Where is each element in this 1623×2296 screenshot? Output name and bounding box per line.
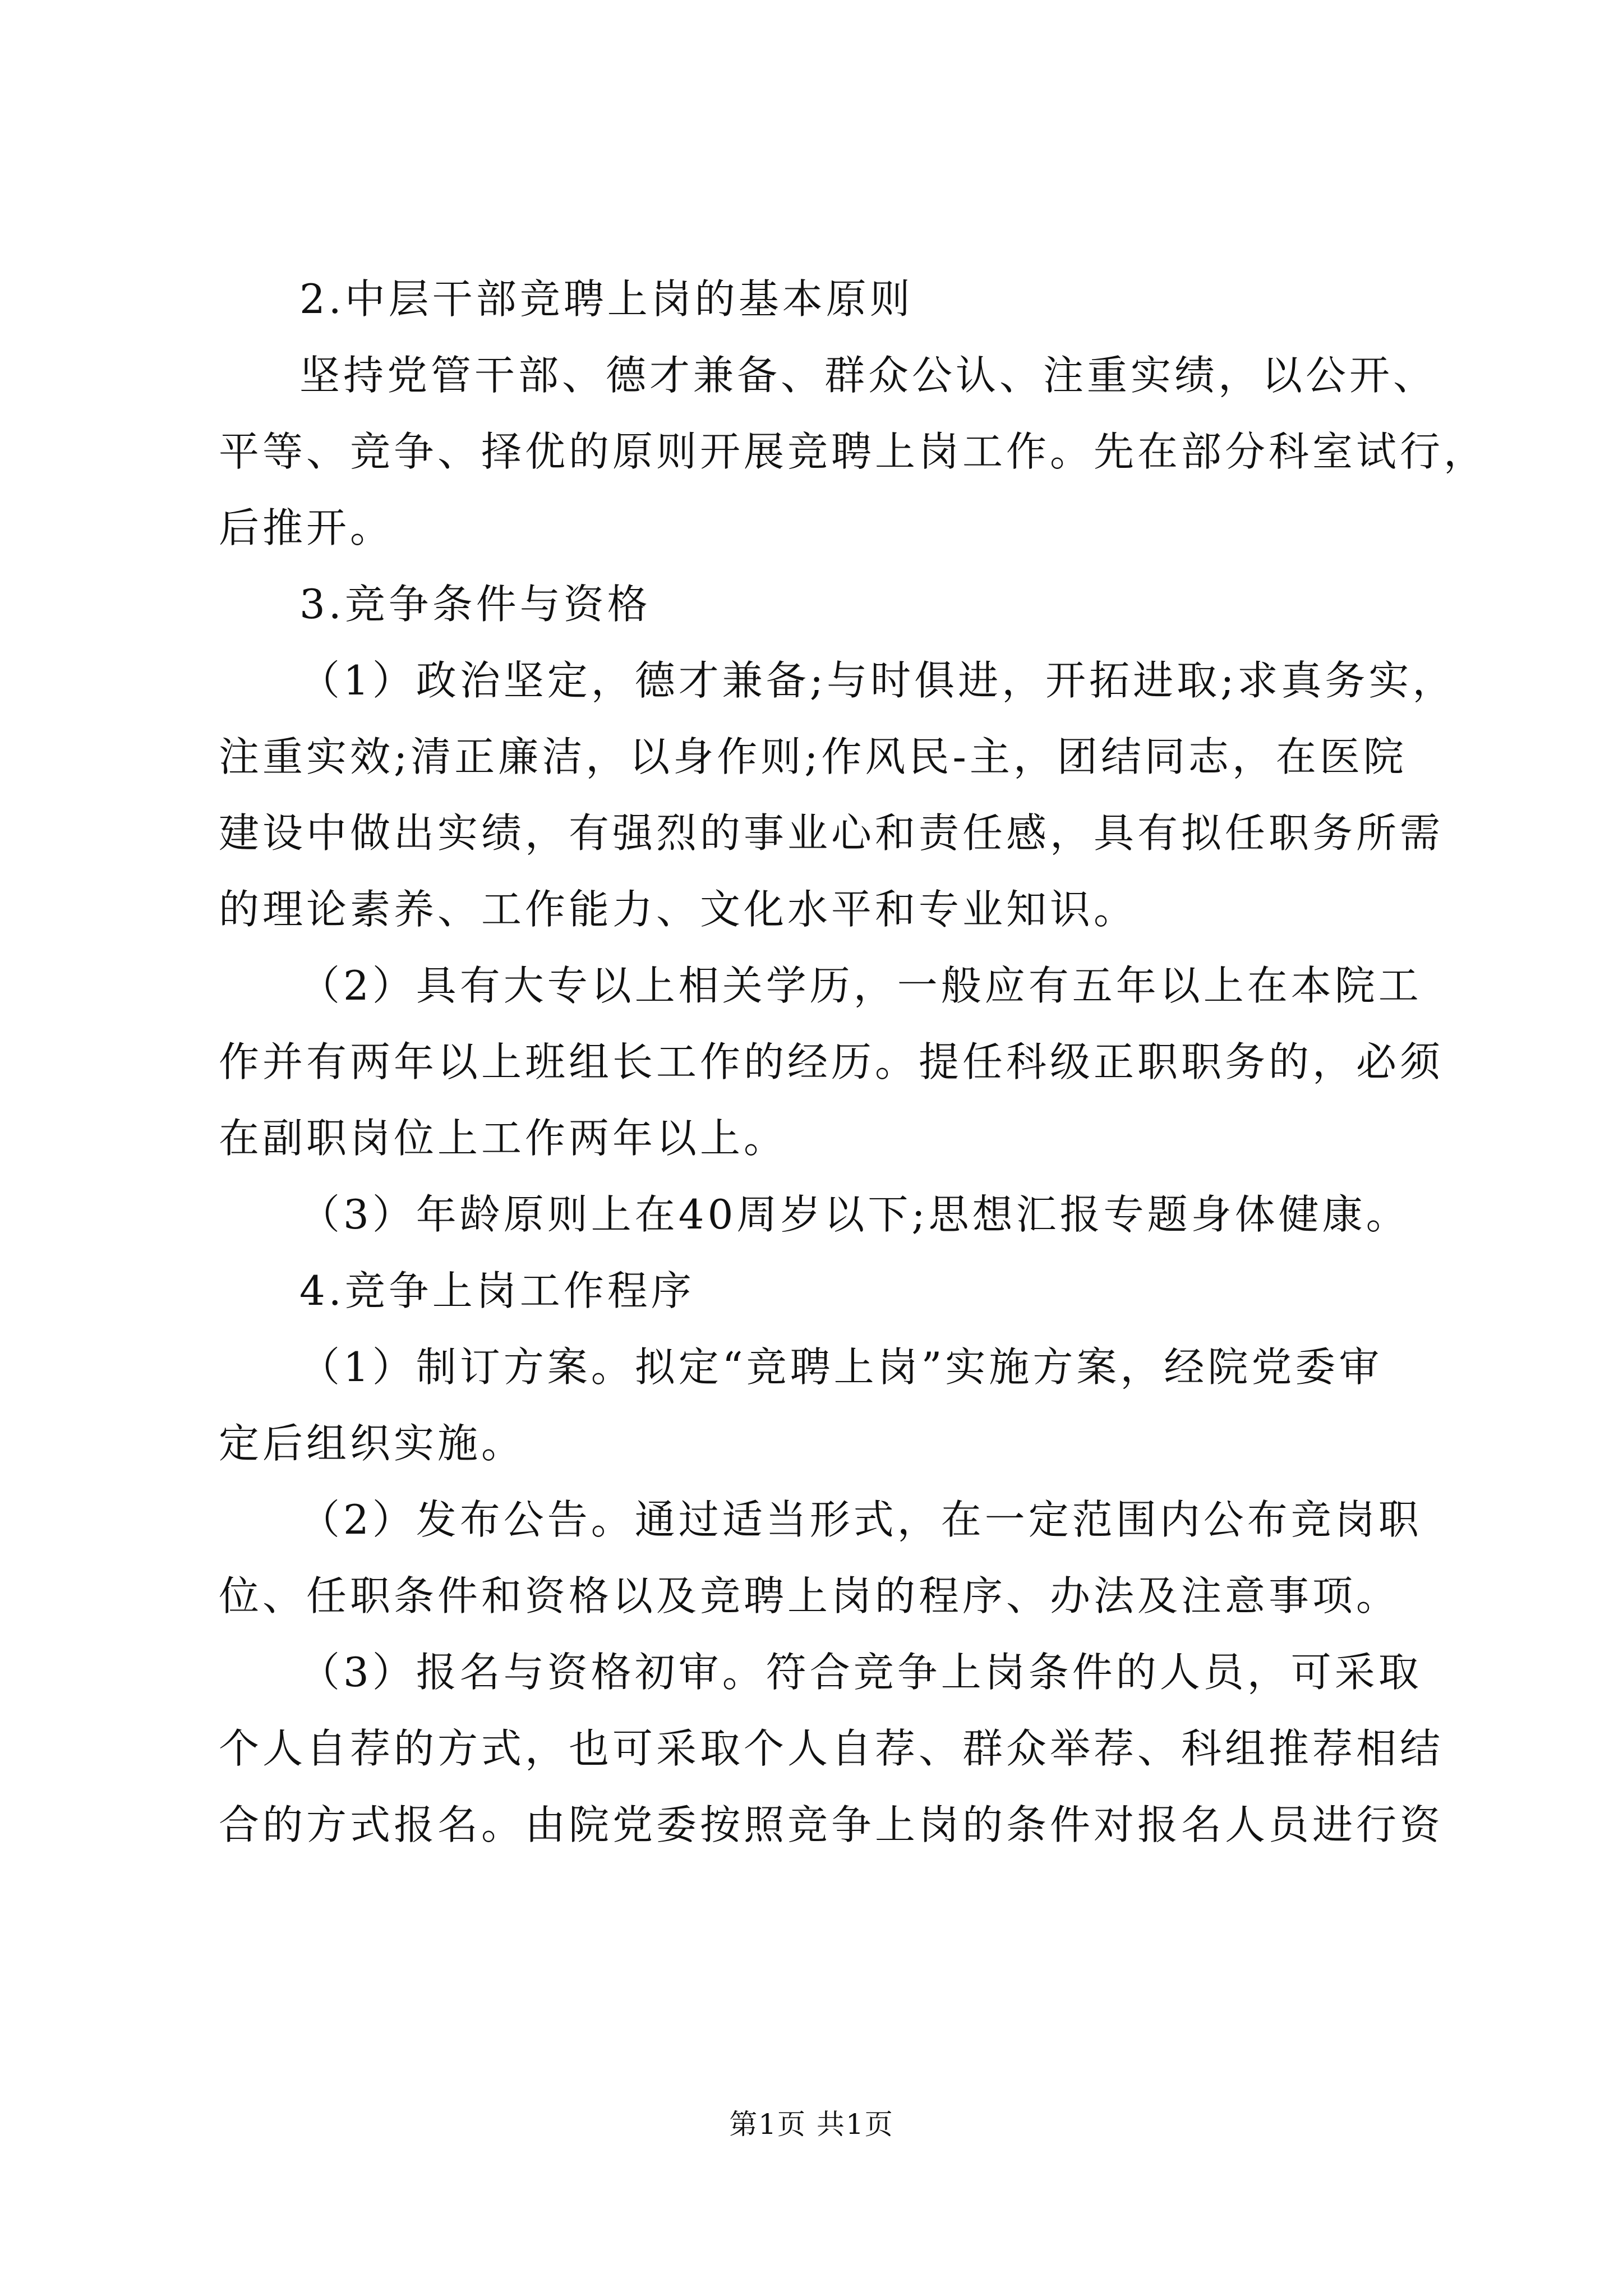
paragraph-line: 个人自荐的方式，也可采取个人自荐、群众举荐、科组推荐相结 (219, 1725, 1444, 1772)
section-heading-2: 2.中层干部竞聘上岗的基本原则 (299, 275, 914, 323)
paragraph-line: 注重实效;清正廉洁，以身作则;作风民-主，团结同志，在医院 (219, 733, 1407, 780)
paragraph-line: 的理论素养、工作能力、文化水平和专业知识。 (219, 886, 1138, 933)
paragraph-line: 在副职岗位上工作两年以上。 (219, 1115, 788, 1162)
paragraph-line: （3）年龄原则上在40周岁以下;思想汇报专题身体健康。 (299, 1191, 1410, 1238)
section-heading-3: 3.竞争条件与资格 (299, 581, 651, 628)
page-footer: 第1页 共1页 (729, 2108, 894, 2141)
section-heading-4: 4.竞争上岗工作程序 (299, 1267, 695, 1314)
paragraph-line: （1）制订方案。拟定“竞聘上岗”实施方案，经院党委审 (299, 1343, 1383, 1391)
paragraph-line: 平等、竞争、择优的原则开展竞聘上岗工作。先在部分科室试行， (219, 428, 1488, 475)
paragraph-line: （2）具有大专以上相关学历，一般应有五年以上在本院工 (299, 962, 1422, 1009)
paragraph-line: 位、任职条件和资格以及竞聘上岗的程序、办法及注意事项。 (219, 1572, 1400, 1619)
paragraph-line: 后推开。 (219, 504, 394, 551)
paragraph-line: 建设中做出实绩，有强烈的事业心和责任感，具有拟任职务所需 (219, 809, 1444, 857)
paragraph-line: （2）发布公告。通过适当形式，在一定范围内公布竞岗职 (299, 1496, 1422, 1543)
paragraph-line: 作并有两年以上班组长工作的经历。提任科级正职职务的，必须 (219, 1038, 1444, 1085)
paragraph-line: 定后组织实施。 (219, 1420, 525, 1467)
paragraph-line: （3）报名与资格初审。符合竞争上岗条件的人员，可采取 (299, 1649, 1422, 1696)
paragraph-line: 坚持党管干部、德才兼备、群众公认、注重实绩，以公开、 (299, 352, 1437, 399)
paragraph-line: （1）政治坚定，德才兼备;与时俱进，开拓进取;求真务实， (299, 657, 1456, 704)
paragraph-line: 合的方式报名。由院党委按照竞争上岗的条件对报名人员进行资 (219, 1801, 1444, 1848)
